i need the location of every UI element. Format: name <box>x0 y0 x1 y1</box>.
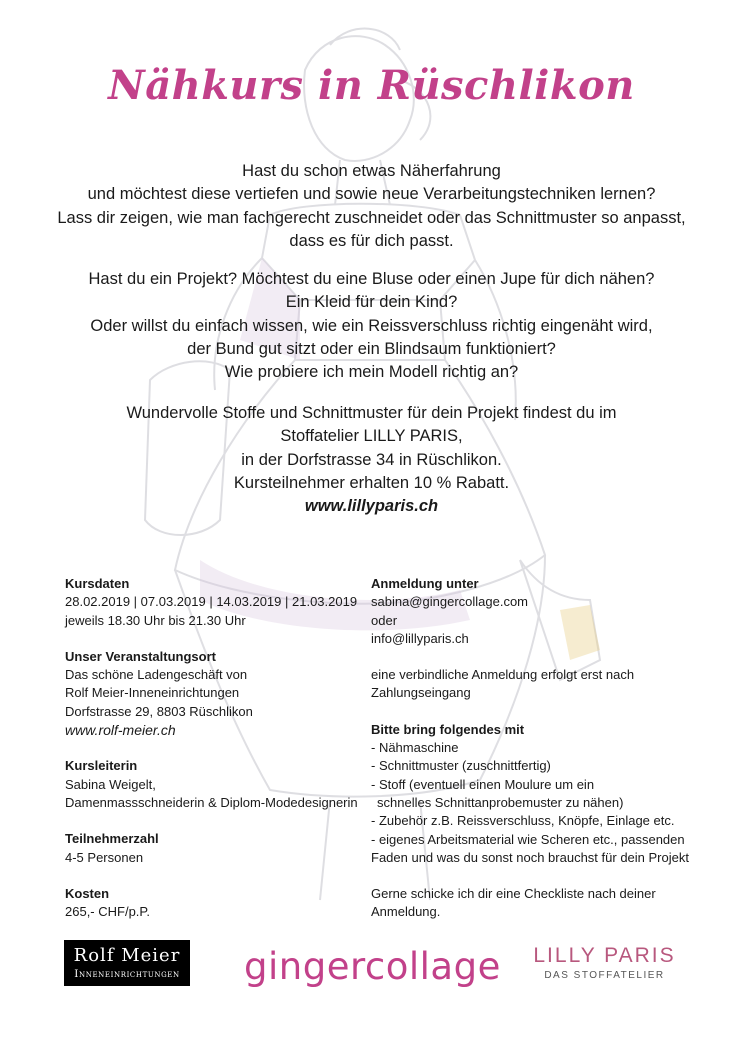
checklist-section <box>371 885 701 922</box>
kosten-heading: Kosten <box>65 885 110 901</box>
kursdaten-time: jeweils 18.30 Uhr bis 21.30 Uhr <box>65 612 246 628</box>
leiterin-heading: Kursleiterin <box>65 758 138 774</box>
intro-paragraph-3 <box>30 402 713 518</box>
ort-line: Rolf Meier-Inneneinrichtungen <box>65 685 240 701</box>
intro-line: der Bund gut sitzt oder ein Blindsaum funktioniert? <box>187 339 556 358</box>
page-title: Nähkurs in Rüschlikon <box>108 62 635 109</box>
rolf-meier-logo <box>64 940 190 986</box>
kursdaten-heading: Kursdaten <box>65 576 130 591</box>
ort-section <box>65 648 365 739</box>
kursdaten-section <box>65 575 365 630</box>
kosten-value: 265,- CHF/p.P. <box>65 904 151 920</box>
kursdaten-dates: 28.02.2019 | 07.03.2019 | 14.03.2019 | 21.03.2019 <box>65 594 358 610</box>
intro-line: Wundervolle Stoffe und Schnittmuster für dein Projekt findest du im <box>126 404 617 422</box>
bring-item: - Zubehör z.B. Reissverschluss, Knöpfe, Einlage etc. <box>371 813 675 829</box>
intro-line: Lass dir zeigen, wie man fachgerecht zuschneidet oder das Schnittmuster so anpasst, <box>57 208 686 227</box>
lilly-paris-logo-sub: DAS STOFFATELIER <box>544 970 665 981</box>
intro-line: in der Dorfstrasse 34 in Rüschlikon. <box>241 450 502 469</box>
anmeldung-section <box>371 575 701 648</box>
leiterin-section <box>65 757 365 812</box>
teilnehmer-section <box>65 830 365 867</box>
intro-line: dass es für dich passt. <box>289 231 454 250</box>
intro-paragraph-1 <box>30 160 713 253</box>
intro-line: Oder willst du einfach wissen, wie ein Reissverschluss richtig eingenäht wird, <box>90 316 653 335</box>
intro-line: Wie probiere ich mein Modell richtig an? <box>224 363 519 382</box>
intro-line: Stoffatelier LILLY PARIS, <box>280 427 463 446</box>
anmeldung-oder: oder <box>371 612 398 628</box>
leiterin-name: Sabina Weigelt, <box>65 776 156 792</box>
intro-paragraph-2 <box>30 268 713 384</box>
checklist-line: Anmeldung. <box>371 904 441 920</box>
kosten-section <box>65 885 365 922</box>
teilnehmer-heading: Teilnehmerzahl <box>65 831 159 847</box>
rolf-meier-logo-name: Rolf Meier <box>73 945 181 966</box>
bring-item: - Stoff (eventuell einen Moulure um ein <box>371 776 595 792</box>
anmeldung-email-info[interactable]: info@lillyparis.ch <box>371 630 469 646</box>
verbindlich-line: eine verbindliche Anmeldung erfolgt erst nach <box>371 667 635 683</box>
bring-item: schnelles Schnittanprobemuster zu nähen) <box>377 794 624 810</box>
bring-item: - Nähmaschine <box>371 740 459 756</box>
gingercollage-logo: gingercollage <box>244 945 501 988</box>
lillyparis-link[interactable]: www.lillyparis.ch <box>304 497 439 516</box>
bring-heading: Bitte bring folgendes mit <box>371 721 525 737</box>
checklist-line: Gerne schicke ich dir eine Checkliste nach deiner <box>371 886 656 902</box>
bring-item: - eigenes Arbeitsmaterial wie Scheren etc., passenden <box>371 831 685 847</box>
verbindlich-section <box>371 666 701 703</box>
rolf-meier-logo-sub: Inneneinrichtungen <box>74 968 180 980</box>
bring-item: Faden und was du sonst noch brauchst für dein Projekt <box>371 849 689 865</box>
teilnehmer-value: 4-5 Personen <box>65 849 144 865</box>
bring-item: - Schnittmuster (zuschnittfertig) <box>371 758 551 774</box>
leiterin-title: Damenmassschneiderin & Diplom-Modedesignerin <box>65 794 358 810</box>
anmeldung-heading: Anmeldung unter <box>371 576 479 591</box>
rolf-meier-link[interactable]: www.rolf-meier.ch <box>65 722 176 739</box>
ort-heading: Unser Veranstaltungsort <box>65 648 216 664</box>
intro-line: und möchtest diese vertiefen und sowie neue Verarbeitungstechniken lernen? <box>87 185 656 204</box>
bring-section <box>371 721 701 867</box>
intro-line: Hast du ein Projekt? Möchtest du eine Bluse oder einen Jupe für dich nähen? <box>88 270 655 288</box>
intro-line: Kursteilnehmer erhalten 10 % Rabatt. <box>233 473 510 492</box>
lilly-paris-logo <box>532 944 677 981</box>
intro-line: Ein Kleid für dein Kind? <box>285 293 458 312</box>
ort-line: Das schöne Ladengeschäft von <box>65 667 248 683</box>
right-info-column <box>371 575 701 940</box>
anmeldung-email-sabina[interactable]: sabina@gingercollage.com <box>371 594 529 610</box>
ort-line: Dorfstrasse 29, 8803 Rüschlikon <box>65 703 253 719</box>
verbindlich-line: Zahlungseingang <box>371 685 471 701</box>
intro-line: Hast du schon etwas Näherfahrung <box>242 162 501 180</box>
left-info-column <box>65 575 365 939</box>
lilly-paris-logo-name: LILLY PARIS <box>533 944 676 967</box>
